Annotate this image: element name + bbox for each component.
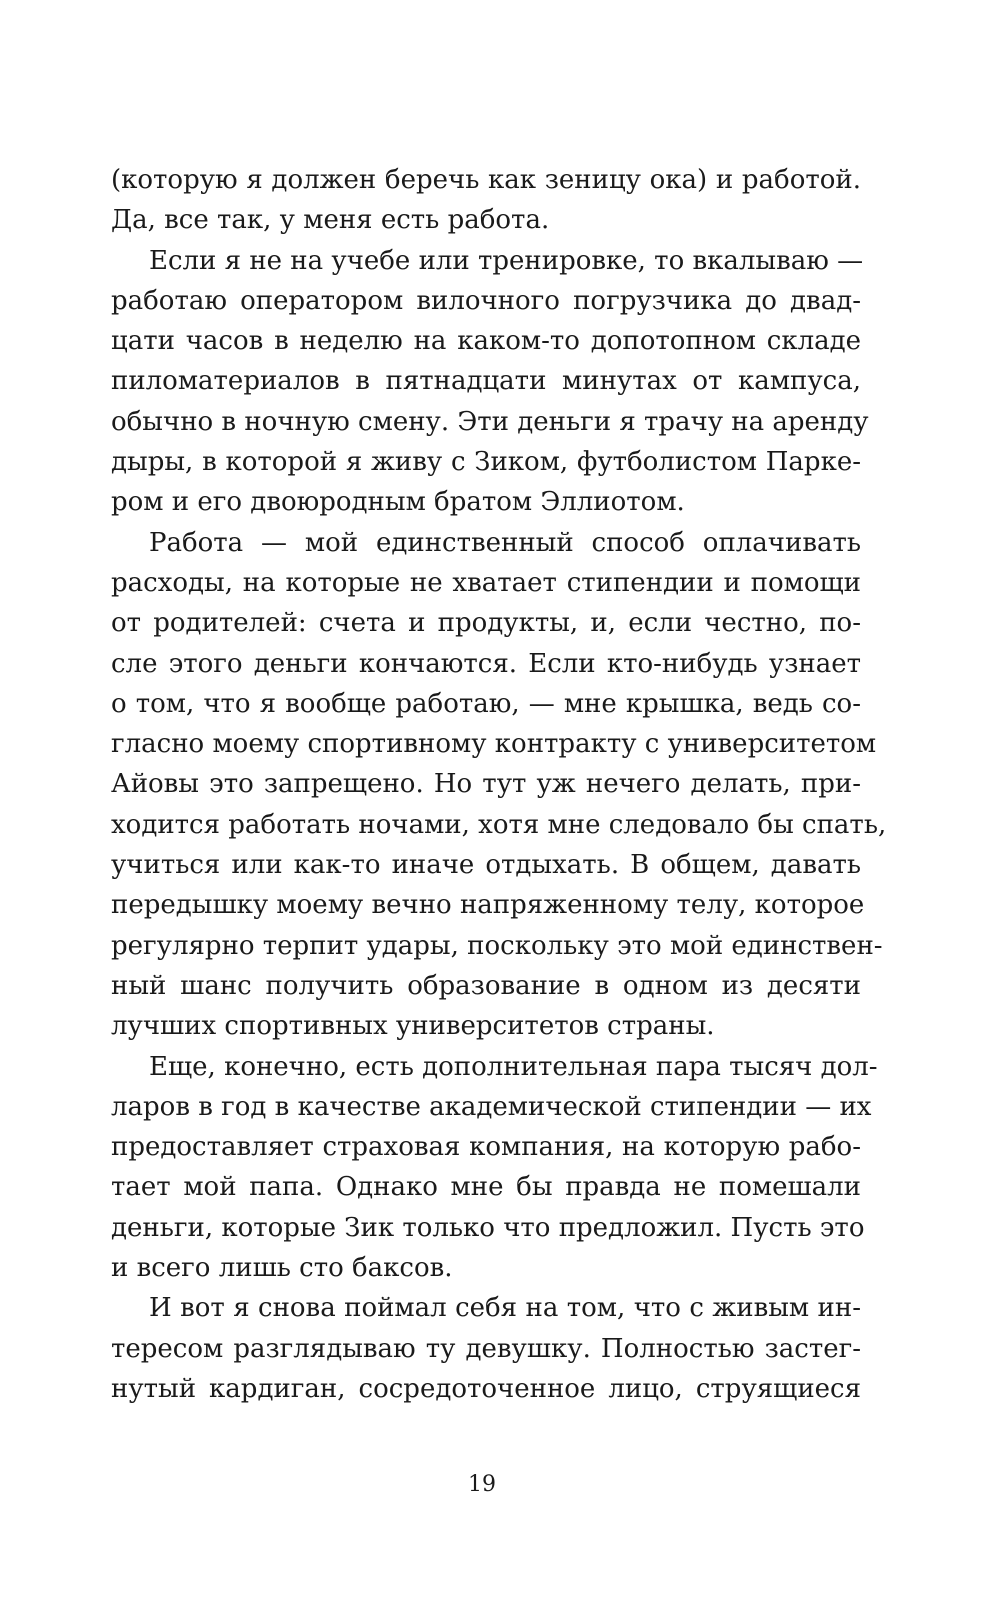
text-line: регулярно терпит удары, поскольку это мой единствен- — [111, 930, 883, 961]
text-line: (которую я должен беречь как зеницу ока) и работой. — [111, 165, 861, 195]
text-line: цати часов в неделю на каком-то допотопном складе — [111, 326, 861, 357]
text-line: сле этого деньги кончаются. Если кто-нибудь узнает — [111, 648, 861, 679]
paragraph-first-line: И вот я снова поймал себя на том, что с живым ин- — [149, 1293, 861, 1324]
text-line: дыры, в которой я живу с Зиком, футболистом Парке- — [111, 447, 861, 478]
text-line: гласно моему спортивному контракту с университетом — [111, 729, 877, 760]
text-line: от родителей: счета и продукты, и, если честно, по- — [111, 608, 861, 639]
text-line: передышку моему вечно напряженному телу, которое — [111, 890, 865, 921]
text-line: работаю оператором вилочного погрузчика до двад- — [111, 285, 861, 316]
text-line: учиться или как-то иначе отдыхать. В общем, давать — [111, 850, 861, 881]
paragraph-first-line: Работа — мой единственный способ оплачивать — [149, 527, 861, 558]
page-number: 19 — [468, 1472, 496, 1497]
paragraph-first-line: Если я не на учебе или тренировке, то вкалываю — — [149, 245, 864, 276]
text-line: ходится работать ночами, хотя мне следовало бы спать, — [111, 809, 887, 840]
text-line: ный шанс получить образование в одном из десяти — [111, 970, 861, 1001]
text-line: обычно в ночную смену. Эти деньги я трачу на аренду — [111, 406, 869, 437]
body-text — [111, 160, 887, 1409]
text-line: предоставляет страховая компания, на которую рабо- — [111, 1132, 861, 1163]
text-line: расходы, на которые не хватает стипендии и помощи — [111, 567, 861, 598]
text-line: пиломатериалов в пятнадцати минутах от кампуса, — [111, 366, 861, 397]
text-line: и всего лишь сто баксов. — [111, 1253, 453, 1284]
text-line: тает мой папа. Однако мне бы правда не помешали — [111, 1172, 861, 1203]
paragraph-first-line: Еще, конечно, есть дополнительная пара тысяч дол- — [149, 1051, 878, 1082]
text-line: Да, все так, у меня есть работа. — [111, 205, 550, 236]
text-line: о том, что я вообще работаю, — мне крышка, ведь со- — [111, 688, 861, 719]
text-line: Айовы это запрещено. Но тут уж нечего делать, при- — [111, 769, 861, 800]
text-line: деньги, которые Зик только что предложил. Пусть это — [111, 1212, 865, 1243]
text-line: тересом разглядываю ту девушку. Полностью застег- — [111, 1333, 861, 1364]
text-line: ром и его двоюродным братом Эллиотом. — [111, 487, 685, 518]
text-line: ларов в год в качестве академической стипендии — их — [111, 1091, 872, 1122]
text-line: нутый кардиган, сосредоточенное лицо, струящиеся — [111, 1373, 861, 1404]
text-line: лучших спортивных университетов страны. — [111, 1011, 715, 1042]
